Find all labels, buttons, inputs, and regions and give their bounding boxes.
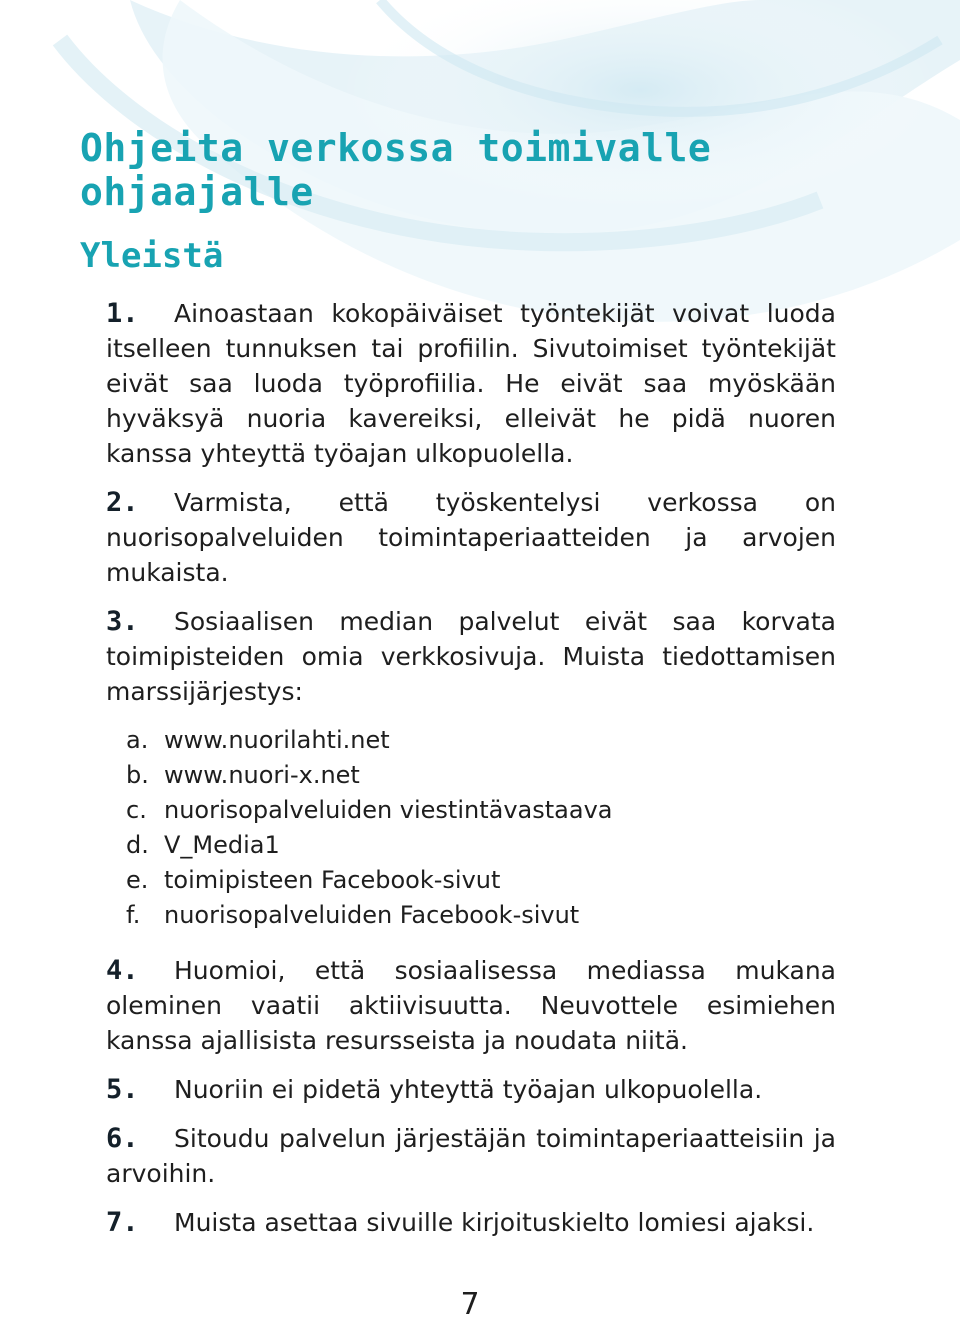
page-title: Ohjeita verkossa toimivalle ohjaajalle (80, 126, 712, 214)
item-number: 3. (106, 606, 139, 637)
item-text: Nuoriin ei pidetä yhteyttä työajan ulkopuolella. (174, 1075, 763, 1104)
sublist-text: V_Media1 (164, 831, 280, 859)
sublist-text: www.nuori-x.net (164, 761, 360, 789)
sublist-letter: e. (126, 866, 149, 894)
list-item (106, 485, 836, 590)
sublist-letter: c. (126, 796, 147, 824)
sublist-text: www.nuorilahti.net (164, 726, 390, 754)
sublist-item (126, 863, 836, 898)
sublist-text: toimipisteen Facebook-sivut (164, 866, 501, 894)
item-number: 1. (106, 298, 139, 329)
list-item (106, 604, 836, 709)
sublist-letter: d. (126, 831, 149, 859)
instruction-list (106, 296, 836, 1254)
channel-sublist (126, 723, 836, 933)
list-item (106, 1072, 836, 1107)
section-heading: Yleistä (80, 236, 224, 276)
item-text: Sitoudu palvelun järjestäjän toimintaperiaatteisiin ja arvoihin. (106, 1124, 836, 1188)
sublist-letter: f. (126, 901, 141, 929)
sublist-item (126, 898, 836, 933)
item-number: 7. (106, 1207, 139, 1238)
list-item (106, 1205, 836, 1240)
sublist-item (126, 793, 836, 828)
item-text: Ainoastaan kokopäiväiset työntekijät voivat luoda itselleen tunnuksen tai profiilin. Sivutoimiset työntekijät eivät saa luoda työprofiilia. He eivät saa myöskään hyväksyä nuoria kavereiksi, elleivät he pidä nuoren kanssa yhteyttä työajan ulkopuolella. (106, 299, 836, 468)
sublist-item (126, 828, 836, 863)
page-number: 7 (460, 1287, 480, 1322)
sublist-text: nuorisopalveluiden viestintävastaava (164, 796, 613, 824)
item-number: 5. (106, 1074, 139, 1105)
item-text: Varmista, että työskentelysi verkossa on nuorisopalveluiden toimintaperiaatteiden ja arvojen mukaista. (106, 488, 836, 587)
item-number: 6. (106, 1123, 139, 1154)
sublist-item (126, 723, 836, 758)
sublist-letter: b. (126, 761, 149, 789)
list-item (106, 296, 836, 471)
sublist-letter: a. (126, 726, 149, 754)
list-item (106, 953, 836, 1058)
item-text: Muista asettaa sivuille kirjoituskielto lomiesi ajaksi. (174, 1208, 815, 1237)
item-text: Sosiaalisen median palvelut eivät saa korvata toimipisteiden omia verkkosivuja. Muista tiedottamisen marssijärjestys: (106, 607, 836, 706)
list-item (106, 1121, 836, 1191)
sublist-text: nuorisopalveluiden Facebook-sivut (164, 901, 580, 929)
item-text: Huomioi, että sosiaalisessa mediassa mukana oleminen vaatii aktiivisuutta. Neuvottele esimiehen kanssa ajallisista resursseista ja noudata niitä. (106, 956, 836, 1055)
sublist-item (126, 758, 836, 793)
item-number: 4. (106, 955, 139, 986)
item-number: 2. (106, 487, 139, 518)
